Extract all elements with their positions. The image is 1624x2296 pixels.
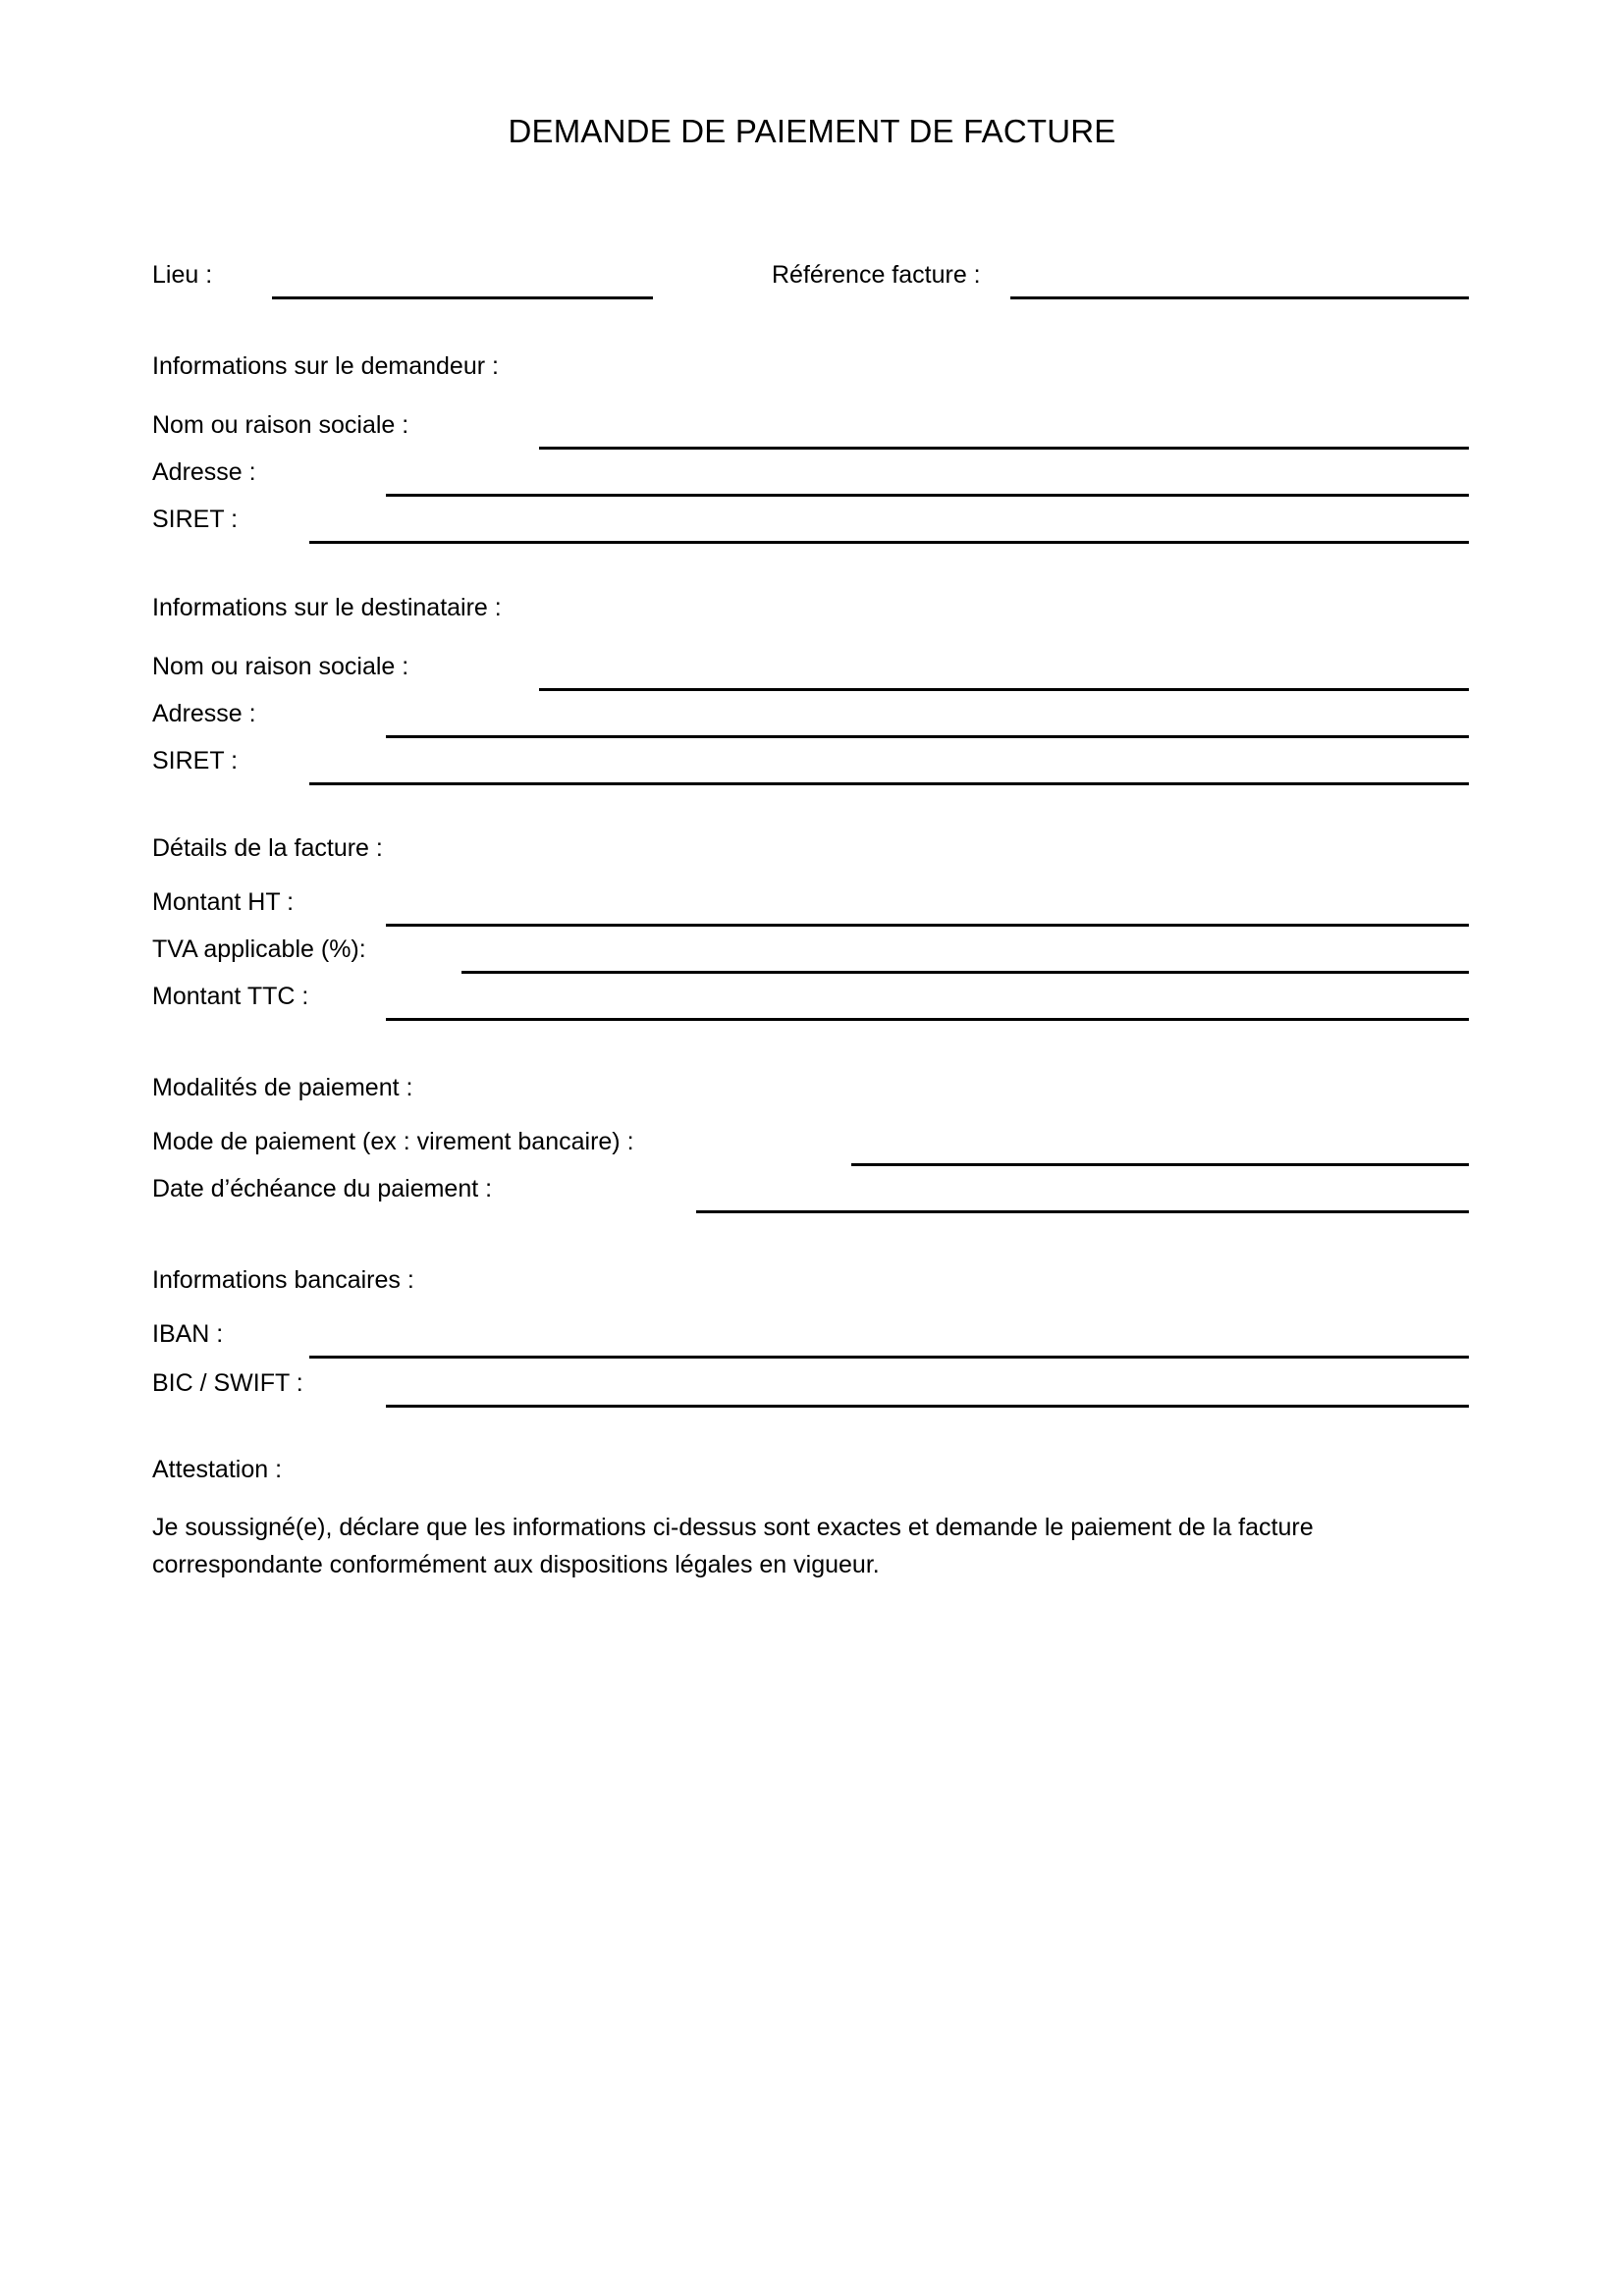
label-bic-swift: BIC / SWIFT :: [152, 1369, 303, 1397]
label-recipient-nom: Nom ou raison sociale :: [152, 653, 409, 680]
label-date-echeance: Date d’échéance du paiement :: [152, 1175, 493, 1202]
field-recipient-siret-rule[interactable]: [309, 782, 1469, 785]
field-requester-siret-rule[interactable]: [309, 541, 1469, 544]
label-mode-de-paiement: Mode de paiement (ex : virement bancaire) :: [152, 1128, 634, 1155]
section-heading-attestation: Attestation :: [152, 1456, 283, 1483]
section-heading-requester: Informations sur le demandeur :: [152, 352, 499, 380]
field-recipient-adresse-rule[interactable]: [386, 735, 1469, 738]
section-heading-bank: Informations bancaires :: [152, 1266, 414, 1294]
label-montant-ttc: Montant TTC :: [152, 983, 309, 1010]
attestation-body-text: Je soussigné(e), déclare que les informations ci-dessus sont exactes et demande le paiement de la facture correspondante conformément aux dispositions légales en vigueur.: [152, 1514, 1314, 1578]
field-tva-applicable-rule[interactable]: [461, 971, 1469, 974]
page-title: DEMANDE DE PAIEMENT DE FACTURE: [508, 113, 1116, 149]
label-iban: IBAN :: [152, 1320, 224, 1348]
field-lieu-rule[interactable]: [272, 296, 653, 299]
field-iban-rule[interactable]: [309, 1356, 1469, 1359]
label-recipient-adresse: Adresse :: [152, 700, 256, 727]
field-recipient-nom-rule[interactable]: [539, 688, 1469, 691]
field-date-echeance-rule[interactable]: [696, 1210, 1469, 1213]
field-requester-adresse-rule[interactable]: [386, 494, 1469, 497]
section-heading-invoice-details: Détails de la facture :: [152, 834, 383, 862]
section-heading-payment-terms: Modalités de paiement :: [152, 1074, 413, 1101]
field-reference-facture-rule[interactable]: [1010, 296, 1469, 299]
label-lieu: Lieu :: [152, 261, 213, 289]
field-requester-nom-rule[interactable]: [539, 447, 1469, 450]
label-tva-applicable: TVA applicable (%):: [152, 935, 366, 963]
field-bic-swift-rule[interactable]: [386, 1405, 1469, 1408]
field-mode-de-paiement-rule[interactable]: [851, 1163, 1469, 1166]
label-requester-nom: Nom ou raison sociale :: [152, 411, 409, 439]
section-heading-recipient: Informations sur le destinataire :: [152, 594, 502, 621]
field-montant-ht-rule[interactable]: [386, 924, 1469, 927]
label-reference-facture: Référence facture :: [772, 261, 981, 289]
label-requester-siret: SIRET :: [152, 506, 239, 533]
field-montant-ttc-rule[interactable]: [386, 1018, 1469, 1021]
label-requester-adresse: Adresse :: [152, 458, 256, 486]
label-recipient-siret: SIRET :: [152, 747, 239, 774]
label-montant-ht: Montant HT :: [152, 888, 295, 916]
